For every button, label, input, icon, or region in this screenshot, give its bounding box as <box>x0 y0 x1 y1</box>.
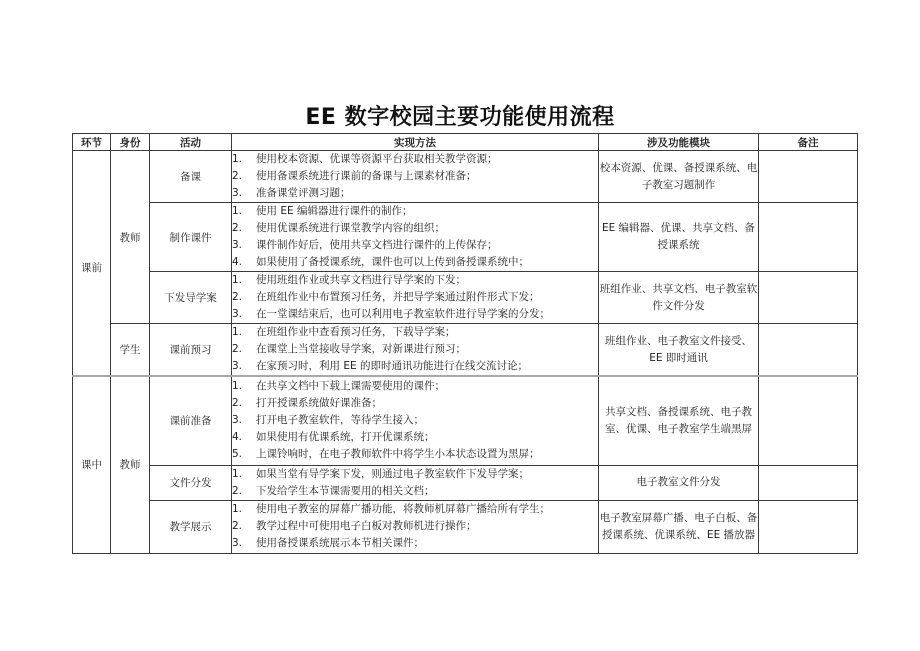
stage-cell: 课前 <box>73 151 111 377</box>
header-stage: 环节 <box>73 134 111 151</box>
notes-cell <box>759 324 858 377</box>
method-cell <box>232 500 599 553</box>
header-modules: 涉及功能模块 <box>599 134 759 151</box>
modules-cell: 共享文档、备授课系统、电子教室、优课、电子教室学生端黑屏 <box>599 376 759 465</box>
method-step: 5. 上课铃响时，在电子教师软件中将学生小本状态设置为黑屏； <box>232 448 540 461</box>
workflow-table <box>72 133 858 554</box>
method-step: 1. 使用电子教室的屏幕广播功能，将教师机屏幕广播给所有学生； <box>232 503 550 515</box>
method-step: 2. 打开授课系统做好课准备； <box>232 397 382 410</box>
method-step: 2. 在班组作业中布置预习任务，并把导学案通过附件形式下发； <box>232 291 540 303</box>
method-step: 4. 如果使用了备授课系统，课件也可以上传到备授课系统中； <box>232 256 529 268</box>
method-step: 2. 使用优课系统进行课堂教学内容的组织； <box>232 222 445 234</box>
activity-cell: 教学展示 <box>150 500 232 553</box>
stage-cell: 课中 <box>73 376 111 553</box>
method-cell <box>232 151 599 203</box>
table-header-row <box>73 134 858 151</box>
table-row <box>73 151 858 203</box>
table-row <box>73 465 858 500</box>
modules-cell: 班组作业、共享文档、电子教室软件文件分发 <box>599 272 759 324</box>
activity-cell: 课前准备 <box>150 376 232 465</box>
modules-cell: 校本资源、优课、备授课系统、电子教室习题制作 <box>599 151 759 203</box>
method-step: 3. 打开电子教室软件，等待学生接入； <box>232 414 424 427</box>
method-step: 1. 使用校本资源、优课等资源平台获取相关教学资源； <box>232 153 498 165</box>
method-step: 2. 在课堂上当堂接收导学案，对新课进行预习； <box>232 343 466 355</box>
notes-cell <box>759 376 858 465</box>
role-cell: 教师 <box>111 376 150 553</box>
header-activity: 活动 <box>150 134 232 151</box>
header-notes: 备注 <box>759 134 858 151</box>
header-role: 身份 <box>111 134 150 151</box>
method-step: 1. 使用班组作业或共享文档进行导学案的下发； <box>232 274 466 286</box>
table-row <box>73 376 858 465</box>
activity-cell: 制作课件 <box>150 203 232 272</box>
method-step: 1. 如果当堂有导学案下发，则通过电子教室软件下发导学案； <box>232 467 529 480</box>
header-method: 实现方法 <box>232 134 599 151</box>
role-cell: 教师 <box>111 151 150 324</box>
method-step: 3. 使用备授课系统展示本节相关课件； <box>232 537 424 549</box>
notes-cell <box>759 500 858 553</box>
activity-cell: 文件分发 <box>150 465 232 500</box>
method-cell <box>232 376 599 465</box>
method-step: 1. 使用 EE 编辑器进行课件的制作； <box>232 205 413 217</box>
role-cell: 学生 <box>111 324 150 377</box>
modules-cell: 电子教室屏幕广播、电子白板、备授课系统、优课系统、EE 播放器 <box>599 500 759 553</box>
method-step: 2. 下发给学生本节课需要用的相关文档； <box>232 484 435 497</box>
method-step: 1. 在班组作业中查看预习任务，下载导学案； <box>232 326 456 338</box>
method-step: 3. 在家预习时，利用 EE 的即时通讯功能进行在线交流讨论； <box>232 360 528 372</box>
method-step: 4. 如果使用有优课系统，打开优课系统； <box>232 431 435 444</box>
modules-cell: EE 编辑器、优课、共享文档、备授课系统 <box>599 203 759 272</box>
activity-cell: 备课 <box>150 151 232 203</box>
document-title: EE 数字校园主要功能使用流程 <box>305 105 615 130</box>
method-cell <box>232 272 599 324</box>
activity-cell: 课前预习 <box>150 324 232 377</box>
method-cell <box>232 203 599 272</box>
method-step: 1. 在共享文档中下载上课需要使用的课件； <box>232 380 445 393</box>
method-step: 3. 课件制作好后，使用共享文档进行课件的上传保存； <box>232 239 498 251</box>
method-step: 3. 在一堂课结束后，也可以利用电子教室软件进行导学案的分发； <box>232 308 550 320</box>
activity-cell: 下发导学案 <box>150 272 232 324</box>
method-step: 3. 准备课堂评测习题； <box>232 187 351 199</box>
table-row <box>73 324 858 377</box>
method-step: 2. 教学过程中可使用电子白板对教师机进行操作； <box>232 520 477 532</box>
modules-cell: 班组作业、电子教室文件接受、EE 即时通讯 <box>599 324 759 377</box>
notes-cell <box>759 151 858 203</box>
method-cell <box>232 324 599 377</box>
table-row <box>73 203 858 272</box>
notes-cell <box>759 272 858 324</box>
method-cell <box>232 465 599 500</box>
modules-cell: 电子教室文件分发 <box>599 465 759 500</box>
notes-cell <box>759 465 858 500</box>
table-row <box>73 272 858 324</box>
notes-cell <box>759 203 858 272</box>
table-row <box>73 500 858 553</box>
method-step: 2. 使用备课系统进行课前的备课与上课素材准备； <box>232 170 477 182</box>
